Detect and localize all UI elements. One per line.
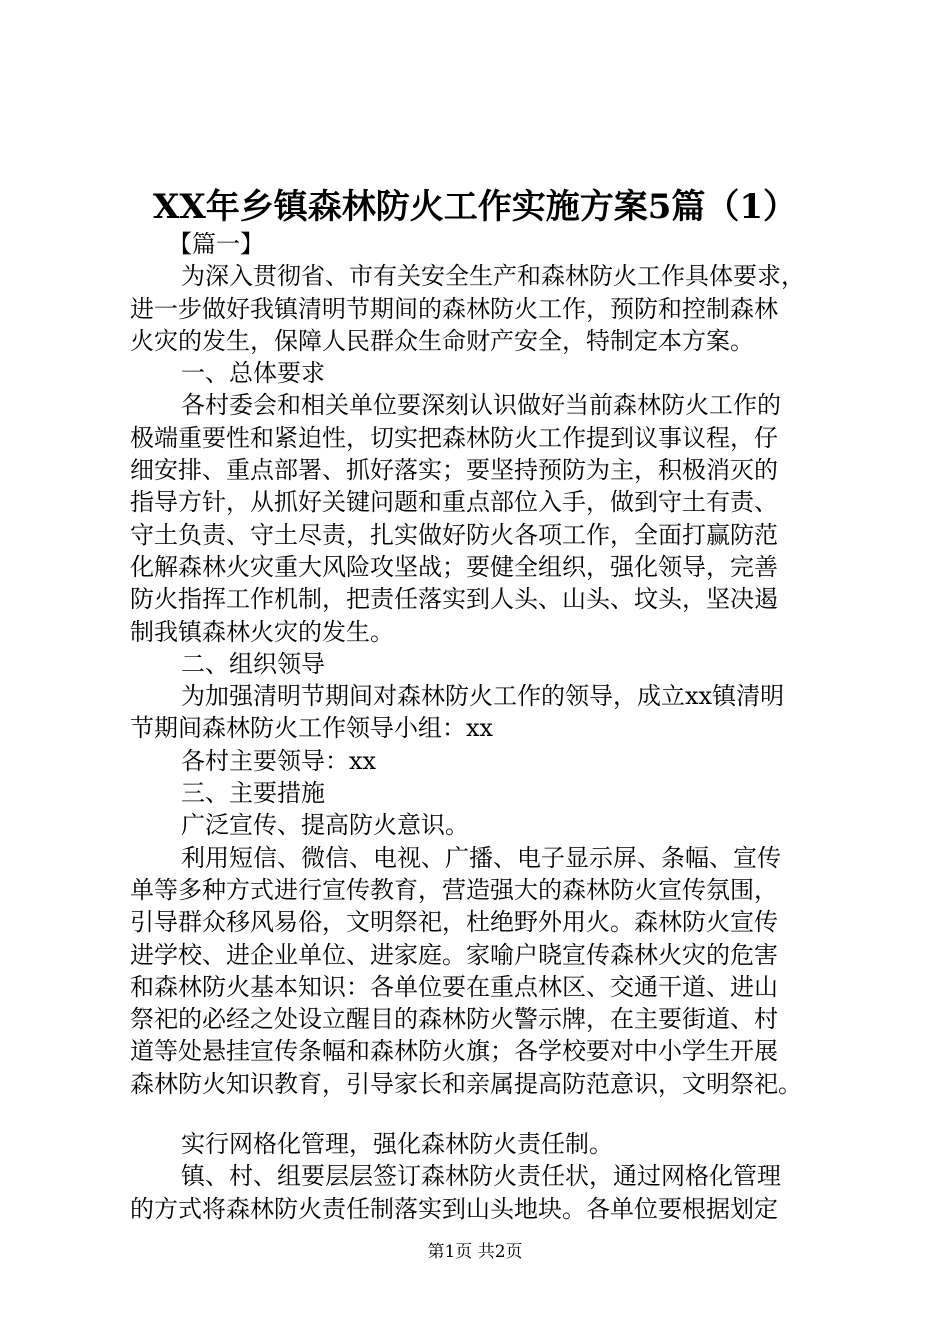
paragraph-line: 道等处悬挂宣传条幅和森林防火旗；各学校要对中小学生开展	[130, 1037, 778, 1066]
paragraph-line: 进一步做好我镇清明节期间的森林防火工作，预防和控制森林	[130, 294, 778, 323]
paragraph-line: 细安排、重点部署、抓好落实；要坚持预防为主，积极消灭的	[130, 456, 778, 485]
paragraph-gap	[130, 1100, 850, 1128]
paragraph-line: 和森林防火基本知识：各单位要在重点林区、交通干道、进山	[130, 972, 778, 1001]
section-heading: 三、主要措施	[181, 779, 325, 808]
paragraph-line: 节期间森林防火工作领导小组：xx	[130, 714, 494, 743]
paragraph-line: 为加强清明节期间对森林防火工作的领导，成立xx镇清明	[181, 682, 785, 711]
page-footer: 第1页 共2页	[427, 1242, 523, 1262]
paragraph-line: 火灾的发生，保障人民群众生命财产安全，特制定本方案。	[130, 326, 754, 355]
paragraph-line: 为深入贯彻省、市有关安全生产和森林防火工作具体要求，	[181, 262, 805, 291]
section-heading: 一、总体要求	[181, 359, 325, 388]
document-body	[130, 228, 850, 1225]
paragraph-line: 各村主要领导：xx	[181, 746, 377, 775]
paragraph-line: 极端重要性和紧迫性，切实把森林防火工作提到议事议程，仔	[130, 423, 778, 452]
section-label: 【篇一】	[168, 230, 264, 258]
section-heading: 二、组织领导	[181, 649, 325, 678]
paragraph-line: 防火指挥工作机制，把责任落实到人头、山头、坟头，坚决遏	[130, 585, 778, 614]
paragraph-line: 引导群众移风易俗，文明祭祀，杜绝野外用火。森林防火宣传	[130, 908, 778, 937]
paragraph-line: 守土负责、守土尽责，扎实做好防火各项工作，全面打赢防范	[130, 520, 778, 549]
paragraph-line: 镇、村、组要层层签订森林防火责任状，通过网格化管理	[181, 1162, 781, 1191]
subsection-heading: 实行网格化管理，强化森林防火责任制。	[181, 1130, 613, 1159]
subsection-heading: 广泛宣传、提高防火意识。	[181, 811, 469, 840]
paragraph-line: 单等多种方式进行宣传教育，营造强大的森林防火宣传氛围，	[130, 875, 778, 904]
paragraph-line: 化解森林火灾重大风险攻坚战；要健全组织，强化领导，完善	[130, 552, 778, 581]
paragraph-line: 进学校、进企业单位、进家庭。家喻户晓宣传森林火灾的危害	[130, 940, 778, 969]
paragraph-line: 森林防火知识教育，引导家长和亲属提高防范意识，文明祭祀。	[130, 1069, 802, 1098]
paragraph-line: 各村委会和相关单位要深刻认识做好当前森林防火工作的	[181, 391, 781, 420]
document-title: XX年乡镇森林防火工作实施方案5篇（1）	[152, 187, 798, 227]
paragraph-line: 的方式将森林防火责任制落实到山头地块。各单位要根据划定	[130, 1194, 778, 1223]
paragraph-line: 利用短信、微信、电视、广播、电子显示屏、条幅、宣传	[181, 843, 781, 872]
paragraph-line: 指导方针，从抓好关键问题和重点部位入手，做到守土有责、	[130, 488, 778, 517]
paragraph-line: 祭祀的必经之处设立醒目的森林防火警示牌，在主要街道、村	[130, 1005, 778, 1034]
paragraph-line: 制我镇森林火灾的发生。	[130, 617, 394, 646]
